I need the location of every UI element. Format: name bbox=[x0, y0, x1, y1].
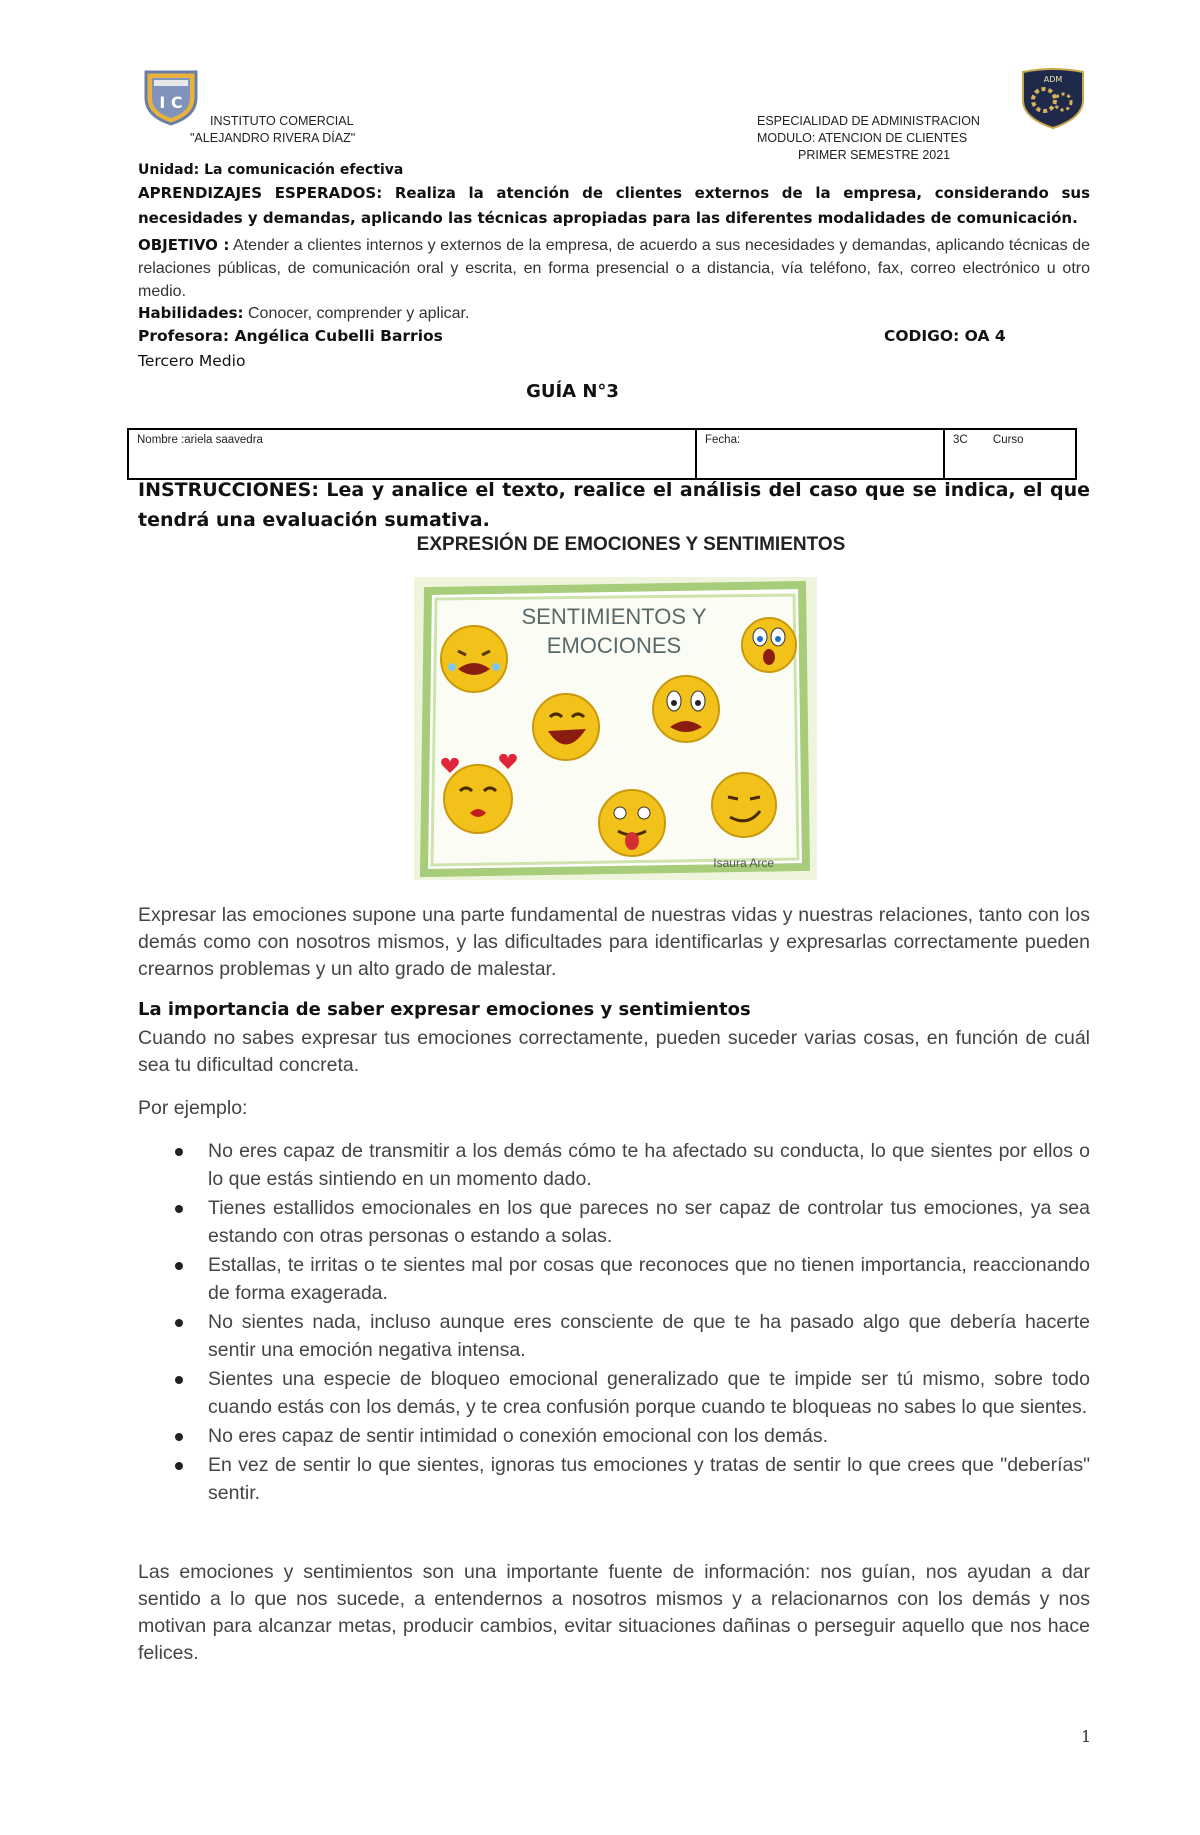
learning-outcomes bbox=[138, 181, 1090, 231]
instructions: INSTRUCCIONES: Lea y analice el texto, realice el análisis del caso que se indica, el que tendrá una evaluación sumativa. bbox=[138, 479, 1090, 531]
bullet-icon bbox=[175, 1376, 183, 1384]
list-item-text: En vez de sentir lo que sientes, ignoras tus emociones y tratas de sentir lo que crees que "deberías" sentir. bbox=[208, 1454, 1090, 1504]
specialty-logo-text: ADM bbox=[1043, 75, 1063, 84]
specialty-line: ESPECIALIDAD DE ADMINISTRACION bbox=[757, 114, 980, 128]
bullet-icon bbox=[175, 1433, 183, 1441]
date-field[interactable]: Fecha: bbox=[696, 429, 944, 479]
illustration-title-line2: EMOCIONES bbox=[546, 633, 682, 658]
course-label: Curso bbox=[992, 434, 1024, 446]
scared-face-icon bbox=[653, 676, 719, 742]
list-item bbox=[138, 1451, 1090, 1507]
smirking-face-icon bbox=[712, 773, 776, 837]
objective-label: OBJETIVO : bbox=[138, 236, 230, 254]
school-name-quoted: "ALEJANDRO RIVERA DÍAZ" bbox=[190, 131, 356, 145]
unit-line: Unidad: La comunicación efectiva bbox=[138, 162, 404, 178]
module-line: MODULO: ATENCION DE CLIENTES bbox=[757, 131, 968, 145]
crying-face-icon bbox=[441, 626, 507, 692]
list-item bbox=[138, 1137, 1090, 1193]
objective-text: Atender a clientes internos y externos de la empresa, de acuerdo a sus necesidades y demandas, aplicando técnicas de relaciones públicas, de comunicación oral y escrita, en forma presencial o a distancia, vía teléfono, fax, correo electrónico u otro medio. bbox=[138, 237, 1090, 300]
list-item-text: Sientes una especie de bloqueo emocional generalizado que te impide ser tú mismo, sobre todo cuando estás con los demás, y te crea confusión porque cuando te bloqueas no sabes lo que sientes. bbox=[208, 1368, 1090, 1418]
section-title: EXPRESIÓN DE EMOCIONES Y SENTIMIENTOS bbox=[416, 534, 846, 555]
difficulty-paragraph: Cuando no sabes expresar tus emociones correctamente, pueden suceder varias cosas, en función de cuál sea tu dificultad concreta. bbox=[138, 1027, 1090, 1076]
closing-paragraph: Las emociones y sentimientos son una importante fuente de información: nos guían, nos ayudan a dar sentido a lo que nos sucede, a entendernos a nosotros mismos y a relacionarnos con los demás y nos motivan para alcanzar metas, producir cambios, evitar situaciones dañinas o perseguir aquello que nos hace felices. bbox=[138, 1561, 1090, 1664]
guide-title: GUÍA N°3 bbox=[526, 381, 619, 402]
list-item-text: No eres capaz de sentir intimidad o conexión emocional con los demás. bbox=[208, 1425, 829, 1447]
specialty-logo bbox=[1020, 66, 1086, 130]
intro-paragraph: Expresar las emociones supone una parte fundamental de nuestras vidas y nuestras relaciones, tanto con los demás como con nosotros mismos, y las dificultades para identificarlas y expresarlas correctamente pueden crearnos problemas y un alto grado de malestar. bbox=[138, 904, 1090, 980]
code: CODIGO: OA 4 bbox=[884, 327, 1006, 345]
example-intro: Por ejemplo: bbox=[138, 1097, 248, 1119]
bullet-icon bbox=[175, 1205, 183, 1213]
illustration-credit: Isaura Arce bbox=[713, 856, 774, 870]
skills-label: Habilidades: bbox=[138, 304, 244, 322]
shocked-face-icon bbox=[742, 618, 796, 672]
school-logo-text: I C bbox=[159, 93, 183, 112]
list-item-text: No eres capaz de transmitir a los demás cómo te ha afectado su conducta, lo que sientes por ellos o lo que estás sintiendo en un momento dado. bbox=[208, 1140, 1090, 1190]
list-item bbox=[138, 1422, 1090, 1450]
bullet-icon bbox=[175, 1262, 183, 1270]
list-item bbox=[138, 1308, 1090, 1364]
grade-level: Tercero Medio bbox=[138, 352, 246, 370]
illustration-title-line1: SENTIMIENTOS Y bbox=[521, 604, 707, 629]
school-logo bbox=[142, 68, 200, 126]
semester-line: PRIMER SEMESTRE 2021 bbox=[798, 148, 951, 162]
bullet-icon bbox=[175, 1462, 183, 1470]
teacher: Profesora: Angélica Cubelli Barrios bbox=[138, 327, 443, 345]
list-item-text: Estallas, te irritas o te sientes mal por cosas que reconoces que no tienen importancia, reaccionando de forma exagerada. bbox=[208, 1254, 1090, 1304]
importance-subheading: La importancia de saber expresar emociones y sentimientos bbox=[138, 999, 751, 1020]
school-name: INSTITUTO COMERCIAL bbox=[210, 114, 354, 128]
list-item bbox=[138, 1251, 1090, 1307]
learning-outcomes-text: Realiza la atención de clientes externos de la empresa, considerando sus necesidades y demandas, aplicando las técnicas apropiadas para las diferentes modalidades de comunicación. bbox=[138, 184, 1091, 227]
student-info-form bbox=[127, 428, 1077, 480]
course-value: 3C bbox=[953, 434, 968, 446]
emotions-illustration bbox=[414, 577, 817, 880]
list-item-text: Tienes estallidos emocionales en los que pareces no ser capaz de controlar tus emociones, ya sea estando con otras personas o estando a solas. bbox=[208, 1197, 1090, 1247]
list-item bbox=[138, 1365, 1090, 1421]
example-list bbox=[138, 1137, 1090, 1508]
skills-text: Conocer, comprender y aplicar. bbox=[243, 305, 470, 322]
name-field[interactable]: Nombre :ariela saavedra bbox=[128, 429, 696, 479]
page-number: 1 bbox=[1081, 1727, 1092, 1746]
skills bbox=[138, 302, 469, 325]
laughing-face-icon bbox=[533, 694, 599, 760]
list-item bbox=[138, 1194, 1090, 1250]
bullet-icon bbox=[175, 1148, 183, 1156]
list-item-text: No sientes nada, incluso aunque eres consciente de que te ha pasado algo que debería hacerte sentir una emoción negativa intensa. bbox=[208, 1311, 1090, 1361]
course-field[interactable] bbox=[944, 429, 1076, 479]
learning-outcomes-label: APRENDIZAJES ESPERADOS: bbox=[138, 184, 383, 202]
bullet-icon bbox=[175, 1319, 183, 1327]
objective bbox=[138, 234, 1090, 303]
silly-face-icon bbox=[599, 790, 665, 856]
